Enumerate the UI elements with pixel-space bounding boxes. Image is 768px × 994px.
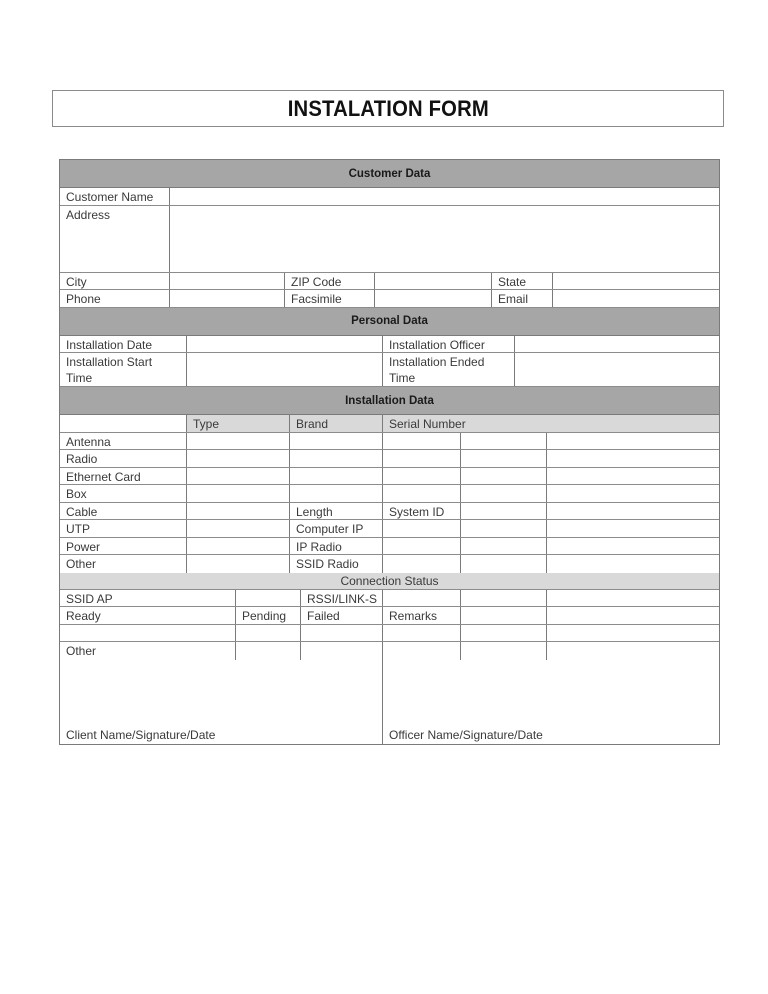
form-title: INSTALATION FORM — [287, 95, 489, 121]
install-officer-field[interactable] — [515, 336, 719, 353]
zip-label: ZIP Code — [285, 273, 375, 290]
city-label: City — [60, 273, 170, 290]
city-field[interactable] — [170, 273, 285, 290]
serial-field-2[interactable] — [461, 555, 547, 573]
brand-field[interactable] — [290, 485, 383, 502]
item-label: Radio — [60, 450, 187, 467]
install-officer-label: Installation Officer — [383, 336, 515, 353]
connection-status-field[interactable] — [236, 625, 301, 642]
installation-row — [60, 433, 719, 451]
brand-field[interactable] — [290, 450, 383, 467]
state-label: State — [492, 273, 553, 290]
brand-field: IP Radio — [290, 538, 383, 555]
serial-field-3[interactable] — [547, 485, 719, 502]
serial-field-1[interactable] — [383, 485, 461, 502]
serial-field-2[interactable] — [461, 485, 547, 502]
brand-field: SSID Radio — [290, 555, 383, 573]
installation-form — [59, 159, 720, 745]
install-date-field[interactable] — [187, 336, 383, 353]
address-label: Address — [60, 206, 170, 272]
customer-name-row — [60, 188, 719, 206]
connection-status-field[interactable] — [60, 625, 236, 642]
item-label: Antenna — [60, 433, 187, 450]
officer-signature-label: Officer Name/Signature/Date — [389, 727, 543, 742]
form-title-box — [52, 90, 724, 127]
connection-status-label: RSSI/LINK-S — [301, 590, 383, 607]
connection-status-field[interactable] — [547, 607, 719, 624]
address-field[interactable] — [170, 206, 719, 272]
section-header-installation-data: Installation Data — [60, 387, 719, 415]
connection-status-field[interactable] — [461, 607, 547, 624]
connection-status-field[interactable] — [547, 642, 719, 660]
column-header-serial-number: Serial Number — [383, 415, 719, 432]
connection-status-field[interactable] — [461, 625, 547, 642]
phone-row — [60, 290, 719, 308]
item-label: Ethernet Card — [60, 468, 187, 485]
serial-field-1[interactable] — [383, 450, 461, 467]
serial-field-2[interactable] — [461, 433, 547, 450]
connection-status-field[interactable] — [383, 625, 461, 642]
brand-field: Length — [290, 503, 383, 520]
type-field[interactable] — [187, 468, 290, 485]
item-label: Cable — [60, 503, 187, 520]
fax-label: Facsimile — [285, 290, 375, 307]
client-signature-box[interactable] — [60, 660, 383, 744]
connection-status-field[interactable] — [547, 590, 719, 607]
installation-row — [60, 485, 719, 503]
end-time-label: Installation Ended Time — [383, 353, 515, 386]
brand-field: Computer IP — [290, 520, 383, 537]
address-row — [60, 206, 719, 273]
client-signature-label: Client Name/Signature/Date — [66, 727, 216, 742]
installation-row — [60, 450, 719, 468]
email-field[interactable] — [553, 290, 719, 307]
start-time-field[interactable] — [187, 353, 383, 386]
connection-status-field[interactable] — [383, 642, 461, 660]
column-header-item — [60, 415, 187, 432]
brand-field[interactable] — [290, 433, 383, 450]
zip-field[interactable] — [375, 273, 492, 290]
serial-field-3[interactable] — [547, 503, 719, 520]
type-field[interactable] — [187, 485, 290, 502]
connection-status-row — [60, 625, 719, 643]
connection-status-field[interactable] — [236, 590, 301, 607]
serial-field-2[interactable] — [461, 538, 547, 555]
installation-row — [60, 503, 719, 521]
phone-field[interactable] — [170, 290, 285, 307]
item-label: Other — [60, 555, 187, 573]
type-field[interactable] — [187, 503, 290, 520]
connection-status-field[interactable] — [383, 590, 461, 607]
city-row — [60, 273, 719, 291]
type-field[interactable] — [187, 433, 290, 450]
section-header-customer-data: Customer Data — [60, 160, 719, 188]
brand-field[interactable] — [290, 468, 383, 485]
column-header-brand: Brand — [290, 415, 383, 432]
serial-field-3[interactable] — [547, 538, 719, 555]
serial-field-3[interactable] — [547, 450, 719, 467]
type-field[interactable] — [187, 538, 290, 555]
start-time-label: Installation Start Time — [60, 353, 187, 386]
customer-name-label: Customer Name — [60, 188, 170, 205]
officer-signature-box[interactable] — [383, 660, 719, 744]
serial-field-3[interactable] — [547, 555, 719, 573]
type-field[interactable] — [187, 520, 290, 537]
installation-row — [60, 468, 719, 486]
connection-status-header: Connection Status — [60, 573, 719, 590]
item-label: Box — [60, 485, 187, 502]
connection-status-field[interactable] — [461, 642, 547, 660]
connection-status-field[interactable] — [301, 642, 383, 660]
install-time-row — [60, 353, 719, 387]
serial-field-1: System ID — [383, 503, 461, 520]
serial-field-1[interactable] — [383, 520, 461, 537]
type-field[interactable] — [187, 450, 290, 467]
serial-field-2[interactable] — [461, 468, 547, 485]
connection-status-label: SSID AP — [60, 590, 236, 607]
item-label: Power — [60, 538, 187, 555]
install-date-label: Installation Date — [60, 336, 187, 353]
serial-field-1[interactable] — [383, 433, 461, 450]
connection-status-label: Other — [60, 642, 236, 660]
phone-label: Phone — [60, 290, 170, 307]
connection-status-field[interactable] — [301, 625, 383, 642]
connection-status-label: Ready — [60, 607, 236, 624]
signature-row — [60, 660, 719, 744]
state-field[interactable] — [553, 273, 719, 290]
email-label: Email — [492, 290, 553, 307]
item-label: UTP — [60, 520, 187, 537]
installation-row — [60, 538, 719, 556]
serial-field-1[interactable] — [383, 538, 461, 555]
type-field[interactable] — [187, 555, 290, 573]
serial-field-2[interactable] — [461, 520, 547, 537]
end-time-field[interactable] — [515, 353, 719, 386]
serial-field-3[interactable] — [547, 433, 719, 450]
customer-name-field[interactable] — [170, 188, 719, 205]
serial-field-1[interactable] — [383, 468, 461, 485]
installation-column-headers — [60, 415, 719, 433]
connection-status-field[interactable] — [461, 590, 547, 607]
connection-status-field[interactable] — [236, 642, 301, 660]
serial-field-2[interactable] — [461, 503, 547, 520]
serial-field-1[interactable] — [383, 555, 461, 573]
fax-field[interactable] — [375, 290, 492, 307]
installation-row — [60, 555, 719, 573]
connection-status-label: Remarks — [383, 607, 461, 624]
section-header-personal-data: Personal Data — [60, 308, 719, 336]
serial-field-3[interactable] — [547, 520, 719, 537]
install-date-row — [60, 336, 719, 354]
serial-field-3[interactable] — [547, 468, 719, 485]
connection-status-label: Failed — [301, 607, 383, 624]
connection-status-field[interactable] — [547, 625, 719, 642]
installation-row — [60, 520, 719, 538]
connection-status-row — [60, 607, 719, 625]
column-header-type: Type — [187, 415, 290, 432]
connection-status-row — [60, 590, 719, 608]
connection-status-label: Pending — [236, 607, 301, 624]
connection-status-row — [60, 642, 719, 660]
serial-field-2[interactable] — [461, 450, 547, 467]
